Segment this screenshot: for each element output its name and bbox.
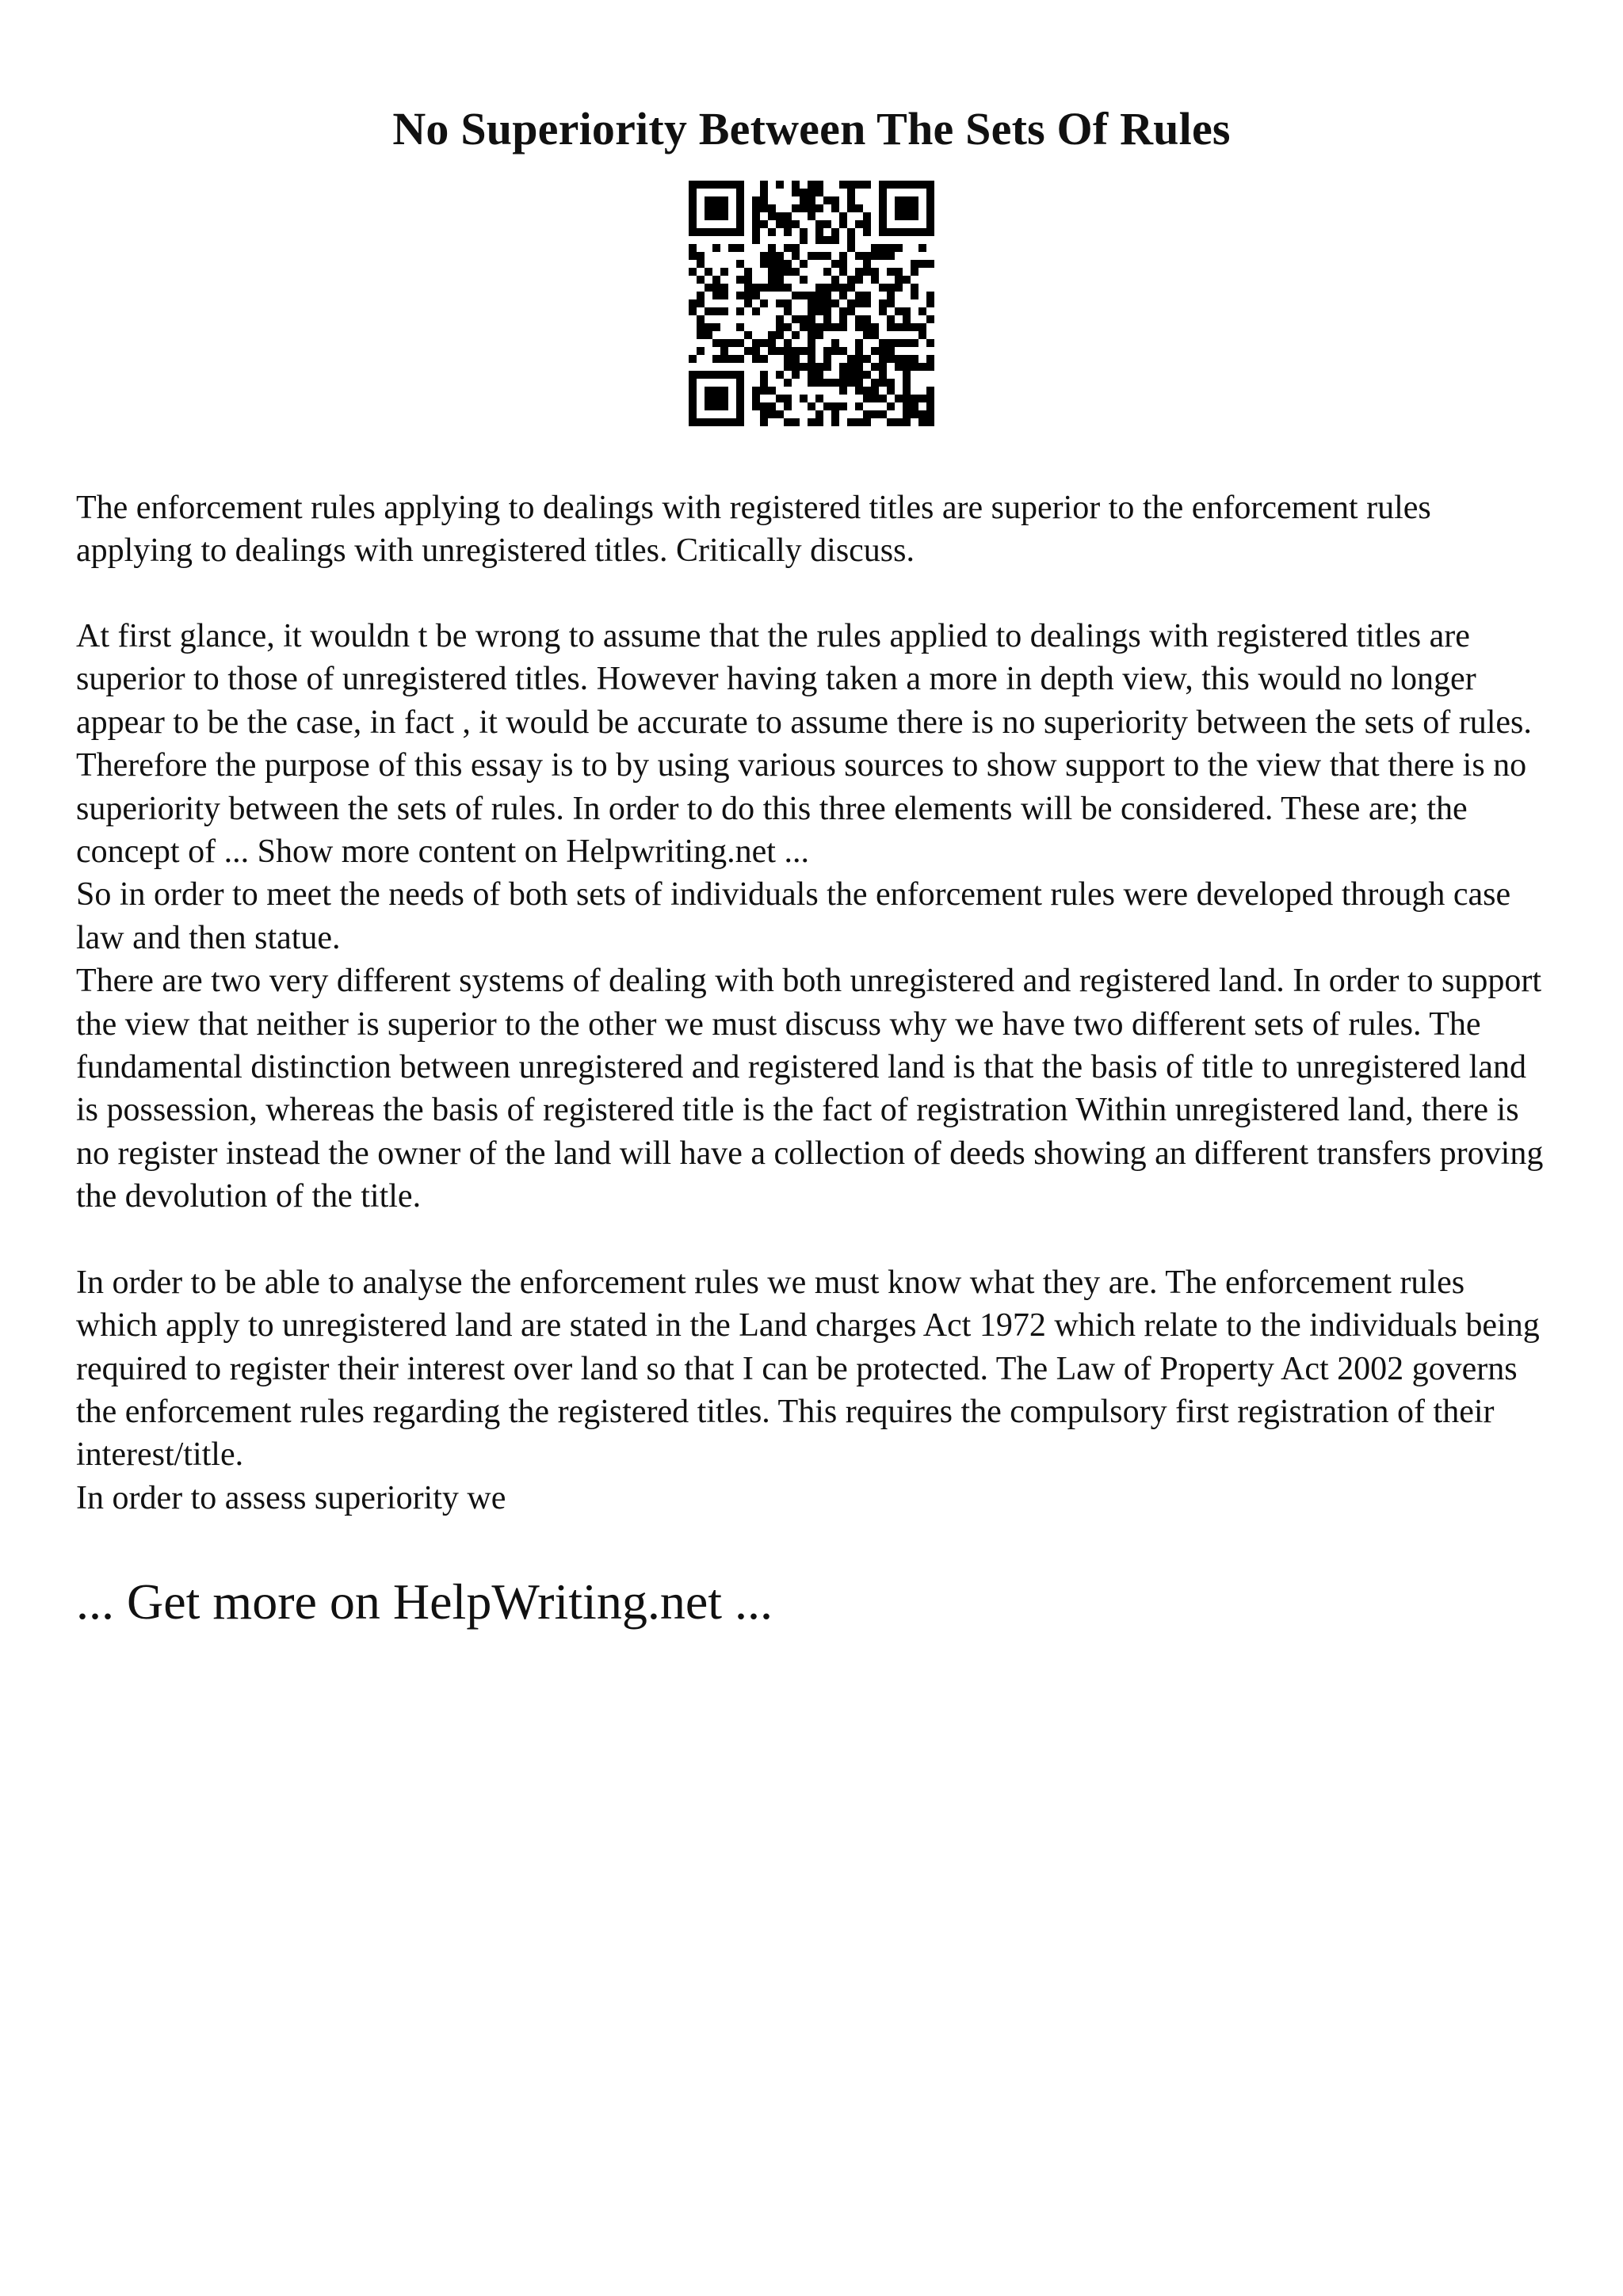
document-title: No Superiority Between The Sets Of Rules <box>392 103 1231 154</box>
essay-prompt: The enforcement rules applying to dealings with registered titles are superior to the enforcement rules applying to dealings with unregistered titles. Critically discuss. <box>76 490 1431 569</box>
essay-paragraph-4: In order to be able to analyse the enforcement rules we must know what they are. The enforcement rules which apply to unregistered land are stated in the Land charges Act 1972 which relate to the individuals being required to register their interest over land so that I can be protected. The Law of Property Act 2002 governs the enforcement rules regarding the registered titles. This requires the compulsory first registration of their interest/title. <box>76 1264 1540 1474</box>
essay-paragraph-3: There are two very different systems of dealing with both unregistered and registered land. In order to support the view that neither is superior to the other we must discuss why we have two different sets of rules. The fundamental distinction between unregistered and registered land is that the basis of title to unregistered land is possession, whereas the basis of registered title is the fact of registration Within unregistered land, there is no register instead the owner of the land will have a collection of deeds showing an different transfers proving the devolution of the title. <box>76 963 1544 1215</box>
get-more-link[interactable]: ... Get more on HelpWriting.net ... <box>76 1573 773 1630</box>
qr-code-icon <box>689 181 934 426</box>
essay-paragraph-1: At first glance, it wouldn t be wrong to assume that the rules applied to dealings with registered titles are superior to those of unregistered titles. However having taken a more in depth view, this would no longer appear to be the case, in fact , it would be accurate to assume there is no superiority between the sets of rules. Therefore the purpose of this essay is to by using various sources to show support to the view that there is no superiority between the sets of rules. In order to do this three elements will be considered. These are; the concept of ... Show more content on Helpwriting.net ... <box>76 618 1532 871</box>
essay-paragraph-2: So in order to meet the needs of both sets of individuals the enforcement rules were developed through case law and then statue. <box>76 876 1511 956</box>
qr-code-graphic <box>689 181 934 426</box>
essay-body <box>76 615 1547 1520</box>
essay-paragraph-5: In order to assess superiority we <box>76 1479 506 1516</box>
